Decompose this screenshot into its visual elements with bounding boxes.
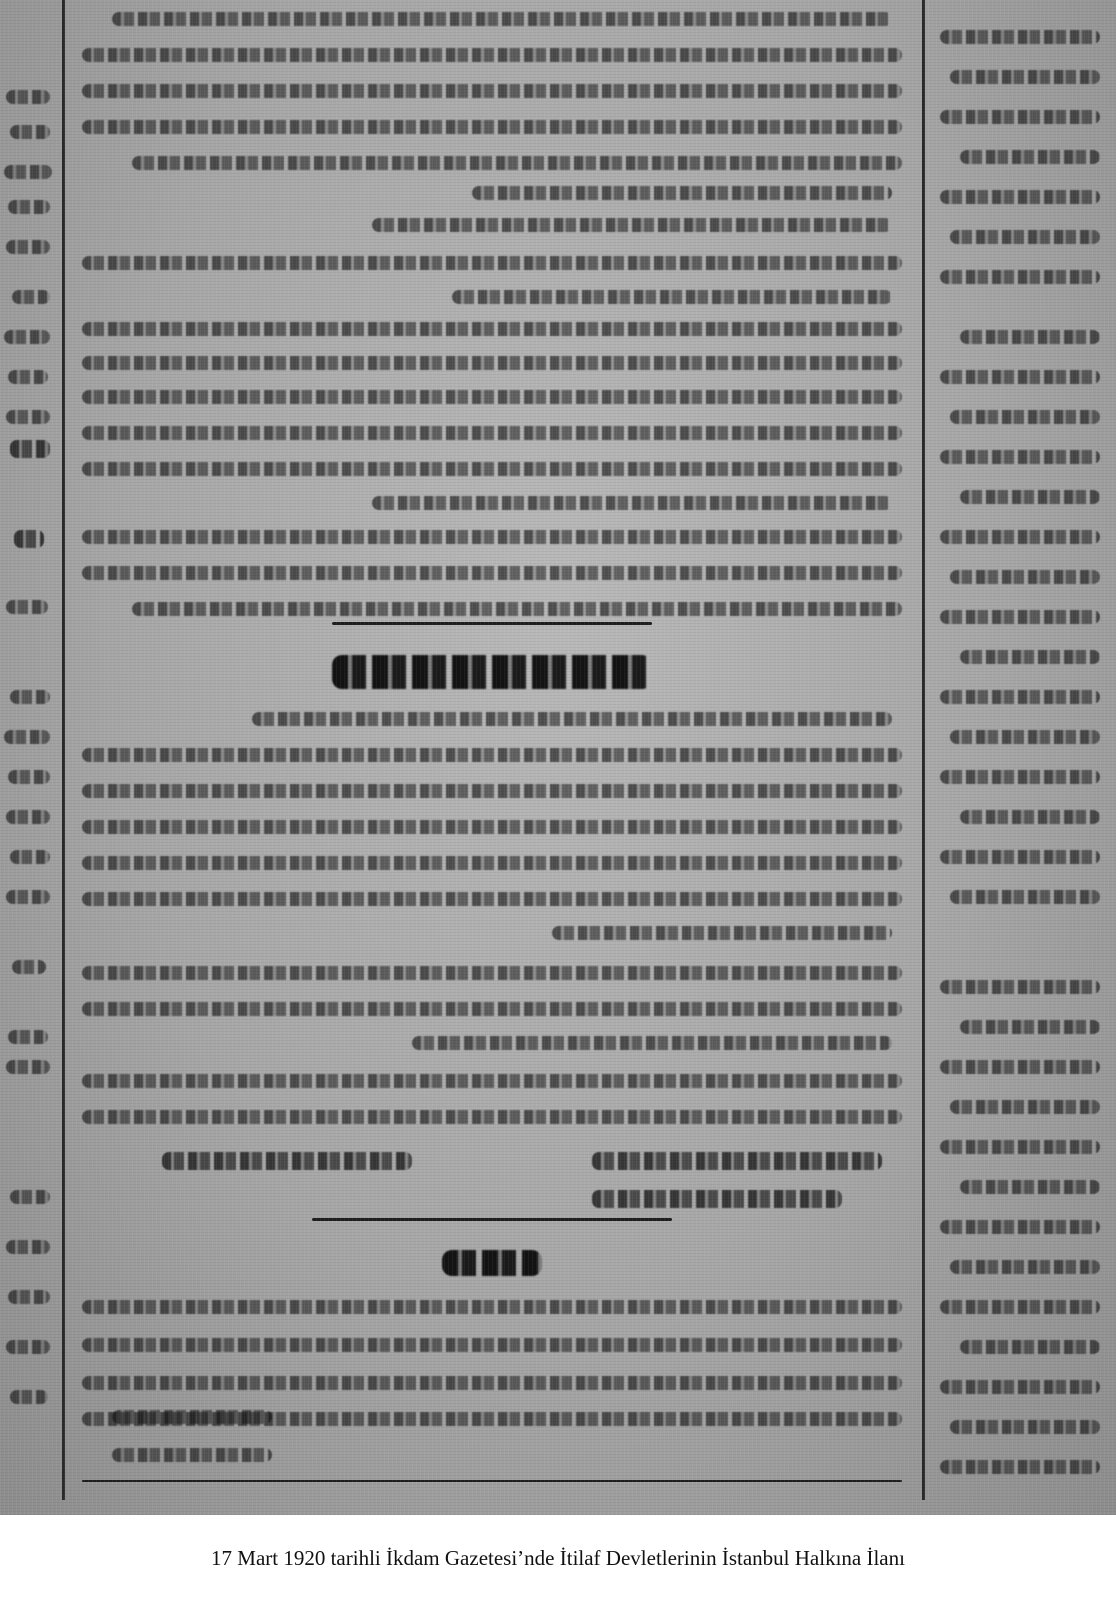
right-column-rule [922, 0, 925, 1500]
main-article-column [72, 0, 914, 1500]
right-adjacent-column [930, 0, 1116, 1500]
left-adjacent-column [0, 0, 58, 1500]
figure-caption: 17 Mart 1920 tarihli İkdam Gazetesi’nde İtilaf Devletlerinin İstanbul Halkına İlanı [211, 1546, 905, 1570]
signature-line-1 [592, 1152, 882, 1170]
notice-heading [442, 1250, 542, 1276]
signature-line-2 [592, 1190, 842, 1208]
date-line-1 [162, 1152, 412, 1170]
announcement-heading [332, 655, 652, 689]
section-divider-1 [332, 622, 652, 625]
section-divider-2 [312, 1218, 672, 1221]
bottom-rule [82, 1480, 902, 1482]
left-column-rule [62, 0, 65, 1500]
